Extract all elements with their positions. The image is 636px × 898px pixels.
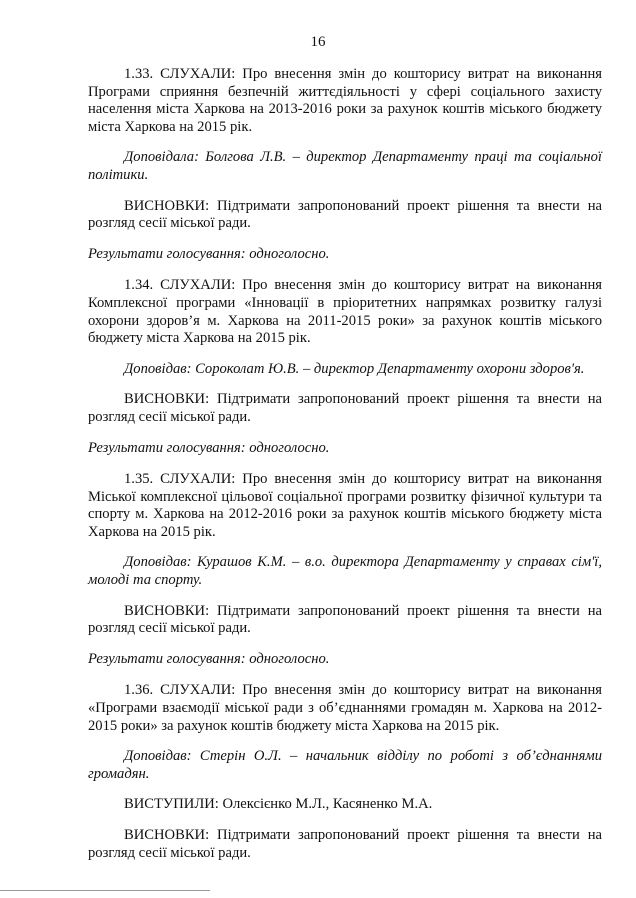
reporter-paragraph: Доповідав: Курашов К.М. – в.о. директора Департаменту у справах сім'ї, молоді та спорту. <box>88 554 602 589</box>
footer-divider <box>0 890 210 891</box>
voting-result: Результати голосування: одноголосно. <box>88 245 330 262</box>
heard-paragraph: 1.36. СЛУХАЛИ: Про внесення змін до кошторису витрат на виконання «Програми взаємодії міської ради з об’єднаннями громадян м. Харкова на 2012-2015 роки» за рахунок коштів бюджету міста Харкова на 2015 рік. <box>88 682 602 734</box>
agenda-item-1-34 <box>88 277 602 457</box>
conclusion-paragraph: ВИСНОВКИ: Підтримати запропонований проект рішення та внести на розгляд сесії міської ради. <box>88 602 602 637</box>
reporter-paragraph: Доповідала: Болгова Л.В. – директор Департаменту праці та соціальної політики. <box>88 149 602 183</box>
agenda-item-1-33 <box>88 66 602 263</box>
heard-paragraph: 1.33. СЛУХАЛИ: Про внесення змін до кошторису витрат на виконання Програми сприяння безпечній життєдіяльності у сфері соціального захисту населення міста Харкова на 2013-2016 роки за рахунок коштів міського бюджету міста Харкова на 2015 рік. <box>88 66 602 135</box>
reporter-paragraph: Доповідав: Сороколат Ю.В. – директор Департаменту охорони здоров'я. <box>124 360 585 377</box>
conclusion-paragraph: ВИСНОВКИ: Підтримати запропонований проект рішення та внести на розгляд сесії міської ради. <box>88 827 602 861</box>
heard-paragraph: 1.35. СЛУХАЛИ: Про внесення змін до кошторису витрат на виконання Міської комплексної цільової соціальної програми розвитку фізичної культури та спорту м. Харкова на 2012-2016 роки за рахунок коштів міського бюджету міста Харкова на 2015 рік. <box>88 471 602 540</box>
page-number: 16 <box>310 34 326 50</box>
agenda-item-1-35 <box>88 471 602 668</box>
speakers-paragraph: ВИСТУПИЛИ: Олексієнко М.Л., Касяненко М.А. <box>124 796 433 813</box>
document-body <box>88 66 602 862</box>
voting-result: Результати голосування: одноголосно. <box>88 439 330 456</box>
heard-paragraph: 1.34. СЛУХАЛИ: Про внесення змін до кошторису витрат на виконання Комплексної програми «Інновації в пріоритетних напрямках розвитку галузі охорони здоров’я м. Харкова на 2011-2015 роки» за рахунок коштів міського бюджету міста Харкова на 2015 рік. <box>88 277 602 347</box>
agenda-item-1-36 <box>88 682 602 862</box>
voting-result: Результати голосування: одноголосно. <box>88 650 330 667</box>
reporter-paragraph: Доповідав: Стерін О.Л. – начальник відділу по роботі з об’єднаннями громадян. <box>88 748 602 782</box>
conclusion-paragraph: ВИСНОВКИ: Підтримати запропонований проект рішення та внести на розгляд сесії міської ради. <box>88 391 602 425</box>
conclusion-paragraph: ВИСНОВКИ: Підтримати запропонований проект рішення та внести на розгляд сесії міської ради. <box>88 197 602 232</box>
